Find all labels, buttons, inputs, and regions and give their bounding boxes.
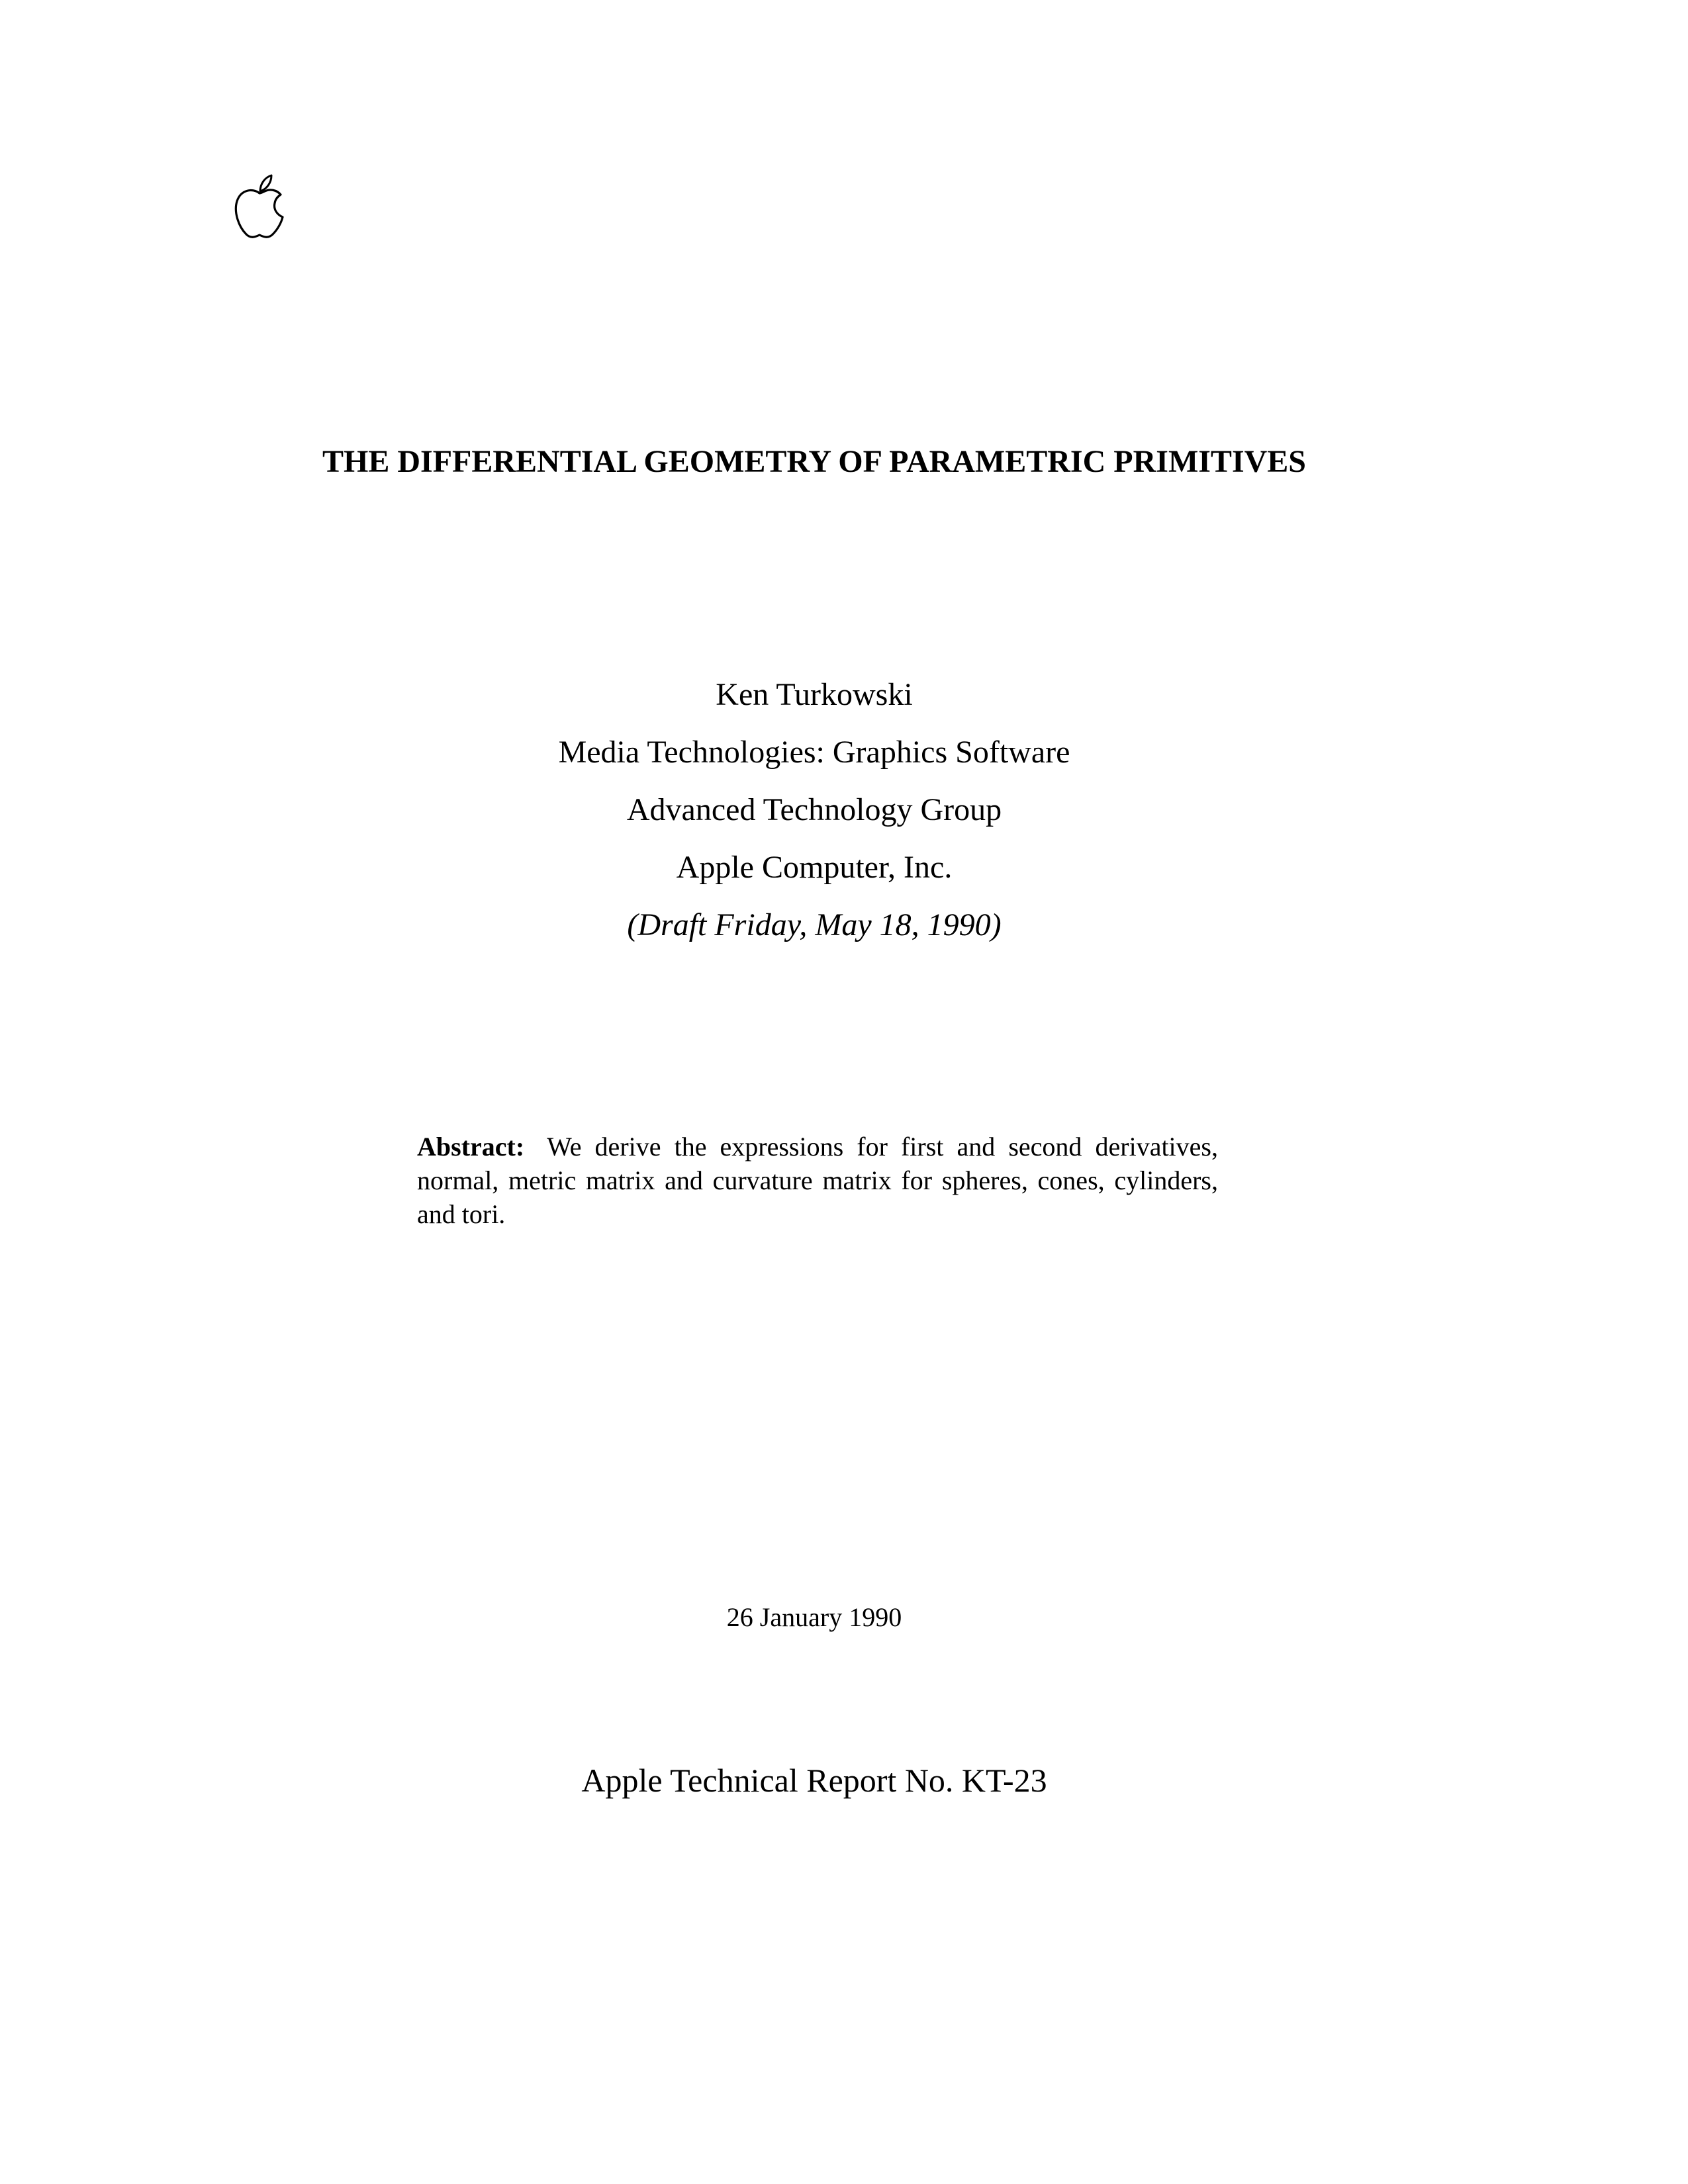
affiliation-department: Media Technologies: Graphics Software — [558, 735, 1070, 770]
affiliation-company: Apple Computer, Inc. — [676, 850, 953, 885]
affiliation-group: Advanced Technology Group — [626, 792, 1002, 827]
draft-note: (Draft Friday, May 18, 1990) — [627, 907, 1002, 942]
author-block — [0, 666, 1628, 954]
document-date: 26 January 1990 — [726, 1602, 902, 1632]
abstract-text: We derive the expressions for first and second derivatives, normal, metric matrix and curvature matrix for spheres, cones, cylinders, and tori. — [417, 1132, 1218, 1229]
paper-title: THE DIFFERENTIAL GEOMETRY OF PARAMETRIC PRIMITIVES — [322, 444, 1306, 479]
report-number: Apple Technical Report No. KT-23 — [581, 1762, 1047, 1799]
abstract — [417, 1130, 1218, 1231]
author-name: Ken Turkowski — [716, 677, 913, 712]
apple-logo-icon — [232, 173, 287, 240]
abstract-label: Abstract: — [417, 1132, 525, 1161]
